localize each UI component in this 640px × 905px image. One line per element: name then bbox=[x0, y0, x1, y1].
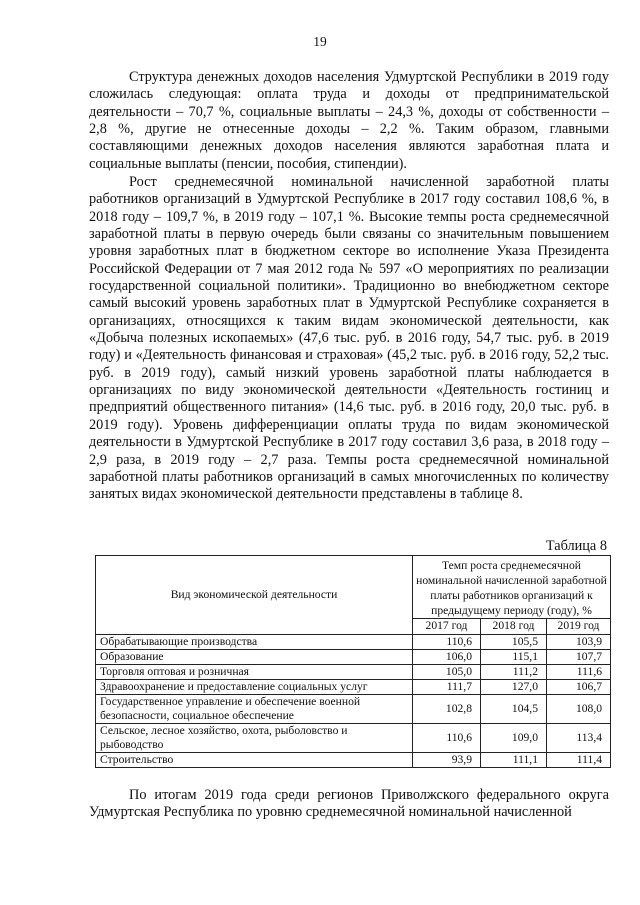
column-header-growth-rate: Темп роста среднемесячной номинальной начисленной заработной платы работников организаций к предыдущему периоду (году), % bbox=[413, 556, 611, 619]
value-2018: 111,2 bbox=[481, 665, 547, 680]
value-2019: 107,7 bbox=[547, 650, 611, 665]
value-2017: 106,0 bbox=[413, 650, 481, 665]
activity-name: Здравоохранение и предоставление социальных услуг bbox=[96, 680, 413, 695]
page-number: 19 bbox=[313, 34, 327, 49]
table-row bbox=[96, 753, 611, 768]
activity-name: Обрабатывающие производства bbox=[96, 635, 413, 650]
value-2019: 111,4 bbox=[547, 753, 611, 768]
activity-name: Государственное управление и обеспечение военной безопасности, социальное обеспечение bbox=[96, 695, 413, 724]
value-2018: 104,5 bbox=[481, 695, 547, 724]
value-2018: 109,0 bbox=[481, 724, 547, 753]
value-2019: 108,0 bbox=[547, 695, 611, 724]
table-row bbox=[96, 680, 611, 695]
value-2019: 111,6 bbox=[547, 665, 611, 680]
value-2018: 111,1 bbox=[481, 753, 547, 768]
activity-name: Образование bbox=[96, 650, 413, 665]
value-2019: 103,9 bbox=[547, 635, 611, 650]
paragraph-regional-ranking: По итогам 2019 года среди регионов Приволжского федерального округа Удмуртская Республика по уровню среднемесячной номинальной начисленной bbox=[89, 787, 609, 821]
value-2017: 111,7 bbox=[413, 680, 481, 695]
activity-name: Сельское, лесное хозяйство, охота, рыболовство и рыбоводство bbox=[96, 724, 413, 753]
value-2018: 127,0 bbox=[481, 680, 547, 695]
column-header-year: 2019 год bbox=[547, 619, 611, 635]
table-row bbox=[96, 635, 611, 650]
table-row bbox=[96, 724, 611, 753]
table-caption: Таблица 8 bbox=[545, 538, 607, 554]
value-2018: 115,1 bbox=[481, 650, 547, 665]
value-2017: 110,6 bbox=[413, 724, 481, 753]
value-2017: 93,9 bbox=[413, 753, 481, 768]
table-row bbox=[96, 695, 611, 724]
value-2017: 105,0 bbox=[413, 665, 481, 680]
table-row bbox=[96, 650, 611, 665]
value-2017: 110,6 bbox=[413, 635, 481, 650]
value-2017: 102,8 bbox=[413, 695, 481, 724]
column-header-year: 2018 год bbox=[481, 619, 547, 635]
column-header-year: 2017 год bbox=[413, 619, 481, 635]
value-2019: 113,4 bbox=[547, 724, 611, 753]
value-2018: 105,5 bbox=[481, 635, 547, 650]
column-header-activity: Вид экономической деятельности bbox=[96, 556, 413, 635]
value-2019: 106,7 bbox=[547, 680, 611, 695]
paragraph-wage-growth: Рост среднемесячной номинальной начисленной заработной платы работников организаций в Удмуртской Республике в 2017 году составил 108,6 %, в 2018 году – 109,7 %, в 2019 году – 107,1 %. Высокие темпы роста среднемесячной заработной платы в первую очередь были связаны со значительным повышением уровня заработных плат в бюджетном секторе во исполнение Указа Президента Российской Федерации от 7 мая 2012 года № 597 «О мероприятиях по реализации государственной социальной политики». Традиционно во внебюджетном секторе самый высокий уровень заработных плат в Удмуртской Республике сохраняется в организациях, относящихся к таким видам экономической деятельности, как «Добыча полезных ископаемых» (47,6 тыс. руб. в 2016 году, 54,7 тыс. руб. в 2019 году) и «Деятельность финансовая и страховая» (45,2 тыс. руб. в 2016 году, 52,2 тыс. руб. в 2019 году), самый низкий уровень заработной платы наблюдается в организациях по виду экономической деятельности «Деятельность гостиниц и предприятий общественного питания» (14,6 тыс. руб. в 2016 году, 20,0 тыс. руб. в 2019 году). Уровень дифференциации оплаты труда по видам экономической деятельности в Удмуртской Республике в 2017 году составил 3,6 раза, в 2018 году – 2,9 раза, в 2019 году – 2,7 раза. Темпы роста среднемесячной номинальной заработной платы работников организаций в самых многочисленных по количеству занятых видах экономической деятельности представлены в таблице 8. bbox=[89, 174, 609, 503]
activity-name: Строительство bbox=[96, 753, 413, 768]
wage-growth-table bbox=[95, 555, 611, 768]
paragraph-income-structure: Структура денежных доходов населения Удмуртской Республики в 2019 году сложилась следующая: оплата труда и доходы от предпринимательской деятельности – 70,7 %, социальные выплаты – 24,3 %, доходы от собственности – 2,8 %, другие не отнесенные доходы – 2,2 %. Таким образом, главными составляющими денежных доходов населения являются заработная плата и социальные выплаты (пенсии, пособия, стипендии). bbox=[89, 69, 609, 172]
activity-name: Торговля оптовая и розничная bbox=[96, 665, 413, 680]
table-row bbox=[96, 665, 611, 680]
